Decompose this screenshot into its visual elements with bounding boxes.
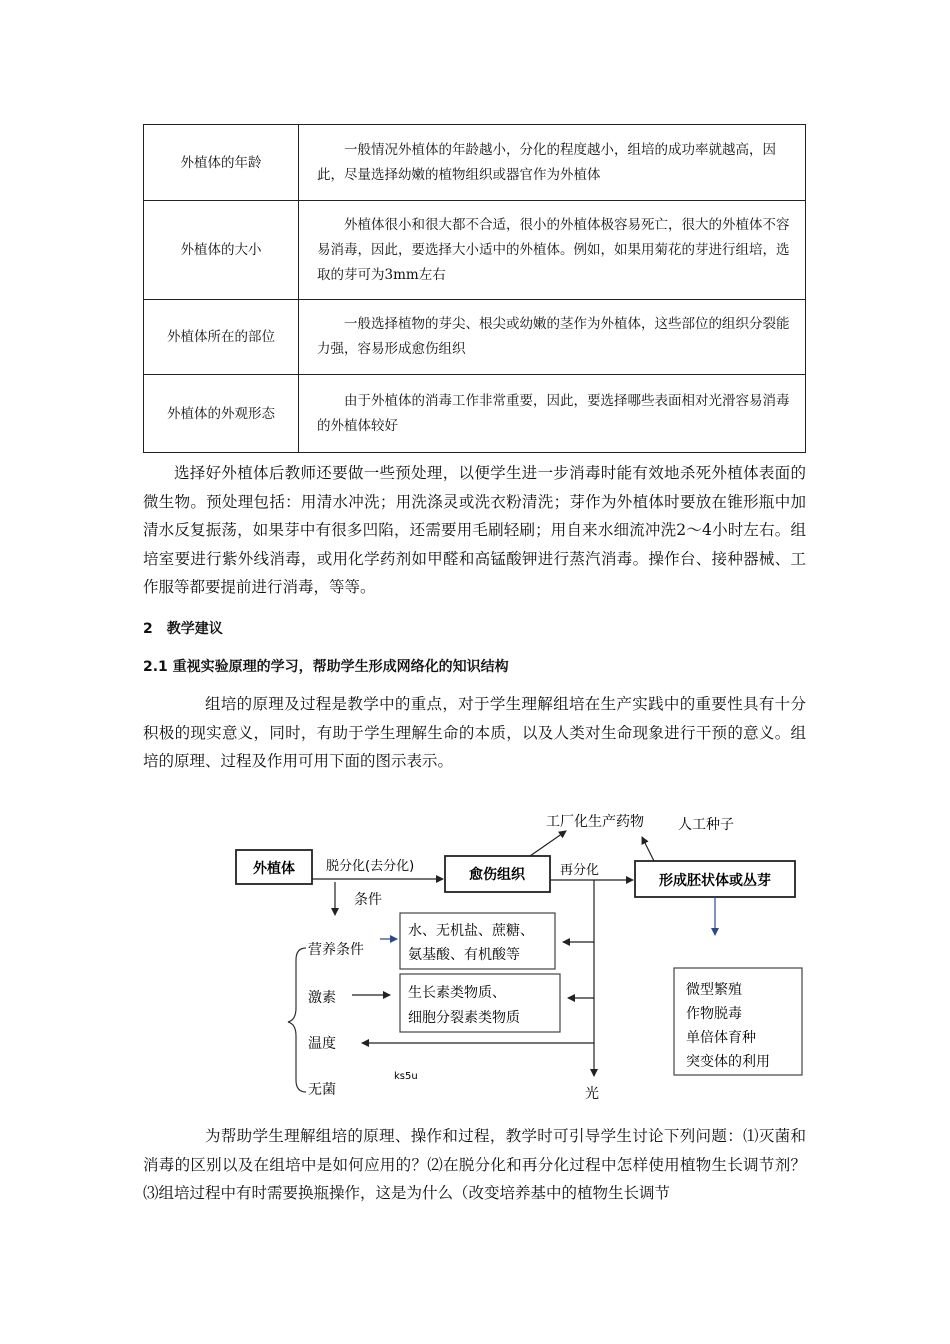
dediff-label: 脱分化(去分化) xyxy=(326,859,415,874)
watermark-text: ks5u xyxy=(394,1071,418,1082)
questions-paragraph: 为帮助学生理解组培的原理、操作和过程，教学时可引导学生讨论下列问题：⑴灭菌和消毒的区别以及在组培中是如何应用的？⑵在脱分化和再分化过程中怎样使用植物生长调节剂？⑶组培过程中有时需要换瓶操作，这是为什么（改变培养基中的植物生长调节 xyxy=(143,1127,806,1202)
temperature-label: 温度 xyxy=(308,1036,336,1052)
hormones-line1: 生长素类物质、 xyxy=(408,985,506,1001)
conditions-label: 条件 xyxy=(354,892,382,908)
description-cell xyxy=(299,300,806,375)
table-row xyxy=(144,375,806,453)
table-row xyxy=(144,201,806,300)
embryo-label: 形成胚状体或丛芽 xyxy=(659,873,771,889)
drugs-arrow xyxy=(530,831,566,856)
description-text: 一般选择植物的芽尖、根尖或幼嫩的茎作为外植体，这些部位的组织分裂能力强，容易形成愈伤组织 xyxy=(317,316,790,357)
nutrients-line2: 氨基酸、有机酸等 xyxy=(408,947,520,963)
table-row xyxy=(144,300,806,375)
factor-cell: 外植体所在的部位 xyxy=(144,300,299,375)
principle-paragraph: 组培的原理及过程是教学中的重点，对于学生理解组培在生产实践中的重要性具有十分积极的现实意义，同时，有助于学生理解生命的本质，以及人类对生命现象进行干预的意义。组培的原理、过程及作用可用下面的图示表示。 xyxy=(143,695,806,770)
description-text: 由于外植体的消毒工作非常重要，因此，要选择哪些表面相对光滑容易消毒的外植体较好 xyxy=(317,392,790,434)
description-cell xyxy=(299,375,806,453)
factor-cell: 外植体的外观形态 xyxy=(144,375,299,453)
application-item: 微型繁殖 xyxy=(686,982,742,998)
rediff-label: 再分化 xyxy=(560,863,600,878)
seeds-arrow xyxy=(642,837,654,861)
application-item: 单倍体育种 xyxy=(686,1030,756,1046)
hormones-line2: 细胞分裂素类物质 xyxy=(408,1010,520,1026)
application-item: 作物脱毒 xyxy=(686,1006,742,1022)
description-text: 外植体很小和很大都不合适，很小的外植体极容易死亡，很大的外植体不容易消毒，因此，要选择大小适中的外植体。例如，如果用菊花的芽进行组培，选取的芽可为3mm左右 xyxy=(317,216,790,283)
sterile-label: 无菌 xyxy=(308,1082,336,1098)
factory-drugs-label: 工厂化生产药物 xyxy=(546,814,644,830)
table-row xyxy=(144,125,806,201)
nutrients-line1: 水、无机盐、蔗糖、 xyxy=(408,923,534,939)
tissue-culture-diagram xyxy=(230,808,820,1108)
callus-label: 愈伤组织 xyxy=(469,867,525,883)
pretreatment-paragraph: 选择好外植体后教师还要做一些预处理，以便学生进一步消毒时能有效地杀死外植体表面的微生物。预处理包括：用清水冲洗；用洗涤灵或洗衣粉清洗；芽作为外植体时要放在锥形瓶中加清水反复振荡，如果芽中有很多凹陷，还需要用毛刷轻刷；用自来水细流冲洗2～4小时左右。组培室要进行紫外线消毒，或用化学药剂如甲醛和高锰酸钾进行蒸汽消毒。操作台、接种器械、工作服等都要提前进行消毒，等等。 xyxy=(143,464,806,596)
light-label: 光 xyxy=(585,1086,599,1102)
hormone-label: 激素 xyxy=(308,990,336,1006)
description-cell xyxy=(299,201,806,300)
subsection-heading: 2.1 重视实验原理的学习，帮助学生形成网络化的知识结构 xyxy=(143,659,509,675)
factor-cell: 外植体的年龄 xyxy=(144,125,299,201)
explant-factors-table xyxy=(143,124,806,453)
description-text: 一般情况外植体的年龄越小，分化的程度越小，组培的成功率就越高，因此，尽量选择幼嫩的植物组织或器官作为外植体 xyxy=(317,141,776,183)
factor-cell: 外植体的大小 xyxy=(144,201,299,300)
explant-label: 外植体 xyxy=(253,861,295,877)
application-item: 突变体的利用 xyxy=(686,1054,770,1070)
description-cell xyxy=(299,125,806,201)
nutrition-label: 营养条件 xyxy=(308,942,364,958)
section-heading: 2 教学建议 xyxy=(143,621,223,637)
conditions-brace xyxy=(288,948,306,1092)
artificial-seeds-label: 人工种子 xyxy=(678,817,734,833)
